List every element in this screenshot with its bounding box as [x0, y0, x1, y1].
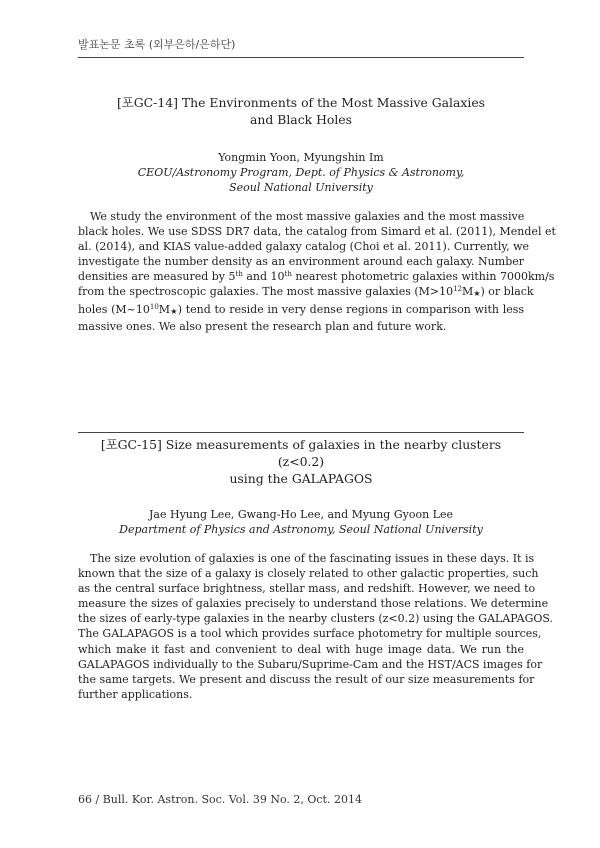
star-symbol: ★ [170, 306, 178, 316]
body-line: investigate the number density as an environment around each galaxy. Number [78, 255, 524, 269]
section-rule [78, 432, 524, 433]
abstract-gc15 [78, 436, 554, 702]
body-line: known that the size of a galaxy is closely related to other galactic properties, such [78, 567, 539, 581]
abstract-code: [포GC-15] [100, 437, 162, 452]
body-line: black holes. We use SDSS DR7 data, the catalog from Simard et al. (2011), Mendel et [78, 225, 556, 239]
abstract-body [78, 209, 556, 334]
body-line: densities are measured by 5th and 10th nearest photometric galaxies within 7000km/s [78, 270, 555, 284]
title-line-2: and Black Holes [250, 112, 352, 127]
body-line: holes $(M\sim 10^{10}M★)$ tend to reside in very dense regions in comparison with less [78, 302, 525, 316]
body-line: further applications. [78, 687, 193, 701]
affiliation [78, 165, 524, 195]
body-line: GALAPAGOS individually to the Subaru/Suprime-Cam and the HST/ACS images for [78, 657, 543, 671]
body-line: massive ones. We also present the research plan and future work. [78, 319, 447, 333]
title-line-2: using the GALAPAGOS [229, 471, 373, 486]
abstract-code: [포GC-14] [116, 95, 178, 110]
affiliation-line-2: Seoul National University [229, 181, 373, 194]
body-line: measure the sizes of galaxies precisely to understand those relations. We determine [78, 597, 549, 611]
abstract-title [78, 436, 524, 487]
title-line-1: Size measurements of galaxies in the nearby clusters (z<0.2) [165, 437, 502, 469]
body-line: The GALAPAGOS is a tool which provides surface photometry for multiple sources, [78, 627, 542, 641]
page-footer: 66 / Bull. Kor. Astron. Soc. Vol. 39 No. 2, Oct. 2014 [78, 793, 362, 806]
abstract-title [78, 94, 524, 128]
body-line: al. (2014), and KIAS value-added galaxy catalog (Choi et al. 2011). Currently, we [78, 240, 530, 254]
body-line: which make it fast and convenient to deal with huge image data. We run the [78, 642, 524, 656]
body-line: the same targets. We present and discuss the result of our size measurements for [78, 672, 535, 686]
header-rule [78, 57, 524, 58]
star-symbol: ★ [473, 289, 481, 299]
running-head: 발표논문 초록 (외부은하/은하단) [78, 38, 236, 51]
abstract-gc14 [78, 94, 556, 334]
affiliation: Department of Physics and Astronomy, Seoul National University [119, 523, 483, 536]
body-line: from the spectroscopic galaxies. The most massive galaxies $(M>10^{12}M★)$ or black [78, 285, 534, 299]
abstract-body [78, 551, 554, 702]
body-line: We study the environment of the most massive galaxies and the most massive [90, 210, 525, 223]
body-line: as the central surface brightness, stellar mass, and redshift. However, we need to [78, 582, 536, 596]
body-line: the sizes of early-type galaxies in the nearby clusters (z<0.2) using the GALAPAGOS. [78, 612, 554, 626]
title-line-1: The Environments of the Most Massive Galaxies [181, 95, 486, 110]
affiliation-line-1: CEOU/Astronomy Program, Dept. of Physics & Astronomy, [137, 166, 465, 179]
body-line: The size evolution of galaxies is one of the fascinating issues in these days. It is [90, 552, 535, 565]
authors: Jae Hyung Lee, Gwang-Ho Lee, and Myung Gyoon Lee [149, 508, 453, 521]
authors: Yongmin Yoon, Myungshin Im [218, 151, 384, 164]
